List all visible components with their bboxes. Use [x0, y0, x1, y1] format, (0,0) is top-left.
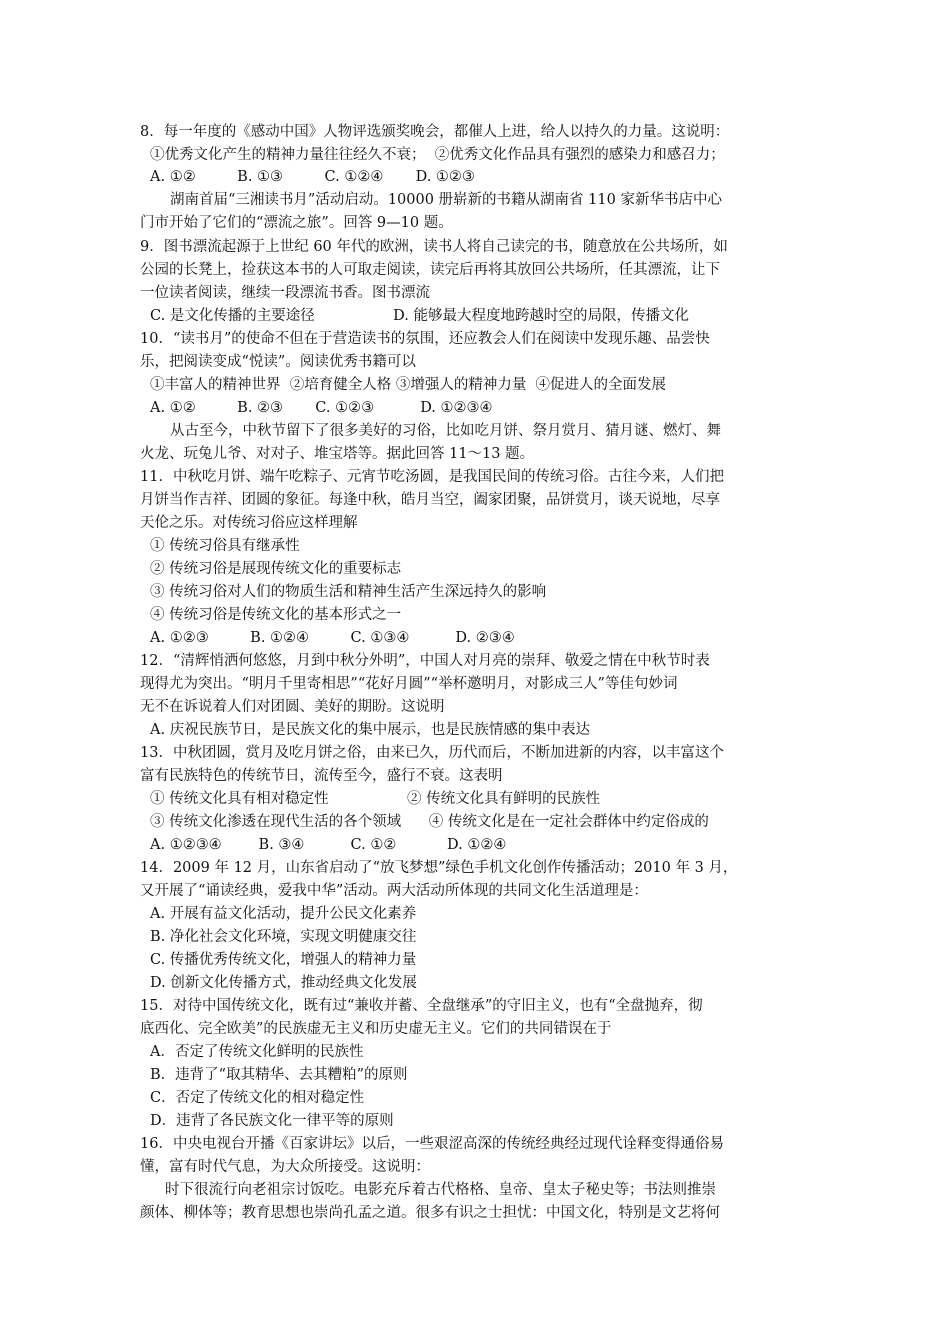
question-14-stem: 又开展了“诵读经典，爱我中华”活动。两大活动所体现的共同文化生活道理是：: [140, 883, 648, 899]
material-paragraph: 时下很流行向老祖宗讨饭吃。电影充斥着古代格格、皇帝、皇太子秘史等；书法则推崇: [165, 1182, 716, 1198]
question-9-options: C. 是文化传播的主要途径 D. 能够最大程度地跨越时空的局限，传播文化: [150, 308, 689, 324]
question-15-option-d: D．违背了各民族文化一律平等的原则: [150, 1113, 394, 1129]
question-14-option-c: C. 传播优秀传统文化，增强人的精神力量: [150, 952, 417, 968]
question-16-stem: 懂，富有时代气息，为大众所接受。这说明：: [140, 1159, 430, 1175]
question-11-statement: ① 传统习俗具有继承性: [150, 538, 300, 554]
question-12-option: A. 庆祝民族节日，是民族文化的集中展示，也是民族情感的集中表达: [150, 722, 591, 738]
material-paragraph: 颜体、柳体等；教育思想也崇尚孔孟之道。很多有识之士担忧：中国文化，特别是文艺将何: [140, 1205, 720, 1221]
question-10-stem: 乐，把阅读变成“悦读”。阅读优秀书籍可以: [140, 354, 416, 370]
question-8-stem: 8．每一年度的《感动中国》人物评选颁奖晚会，都催人上进，给人以持久的力量。这说明：: [140, 124, 730, 140]
question-13-stem: 富有民族特色的传统节日，流传至今，盛行不衰。这表明: [140, 768, 503, 784]
question-12-stem: 12．“清辉悄洒何悠悠，月到中秋分外明”，中国人对月亮的崇拜、敬爱之情在中秋节时表: [140, 653, 710, 669]
question-11-stem: 天伦之乐。对传统习俗应这样理解: [140, 515, 358, 531]
question-15-stem: 15．对待中国传统文化，既有过“兼收并蓄、全盘继承”的守旧主义，也有“全盘抛弃，彻: [140, 998, 703, 1014]
question-13-statements: ① 传统文化具有相对稳定性 ② 传统文化具有鲜明的民族性: [150, 791, 601, 807]
question-15-option-a: A．否定了传统文化鲜明的民族性: [150, 1044, 364, 1060]
question-9-stem: 一位读者阅读，继续一段漂流书香。图书漂流: [140, 285, 430, 301]
question-15-option-b: B．违背了“取其精华、去其糟粕”的原则: [150, 1067, 408, 1083]
question-11-statement: ③ 传统习俗对人们的物质生活和精神生活产生深远持久的影响: [150, 584, 547, 600]
question-15-option-c: C．否定了传统文化的相对稳定性: [150, 1090, 365, 1106]
material-intro: 火龙、玩兔儿爷、对对子、堆宝塔等。据此回答 11～13 题。: [140, 446, 535, 462]
question-11-options: A. ①②③ B. ①②④ C. ①③④ D. ②③④: [150, 630, 515, 646]
question-11-statement: ④ 传统习俗是传统文化的基本形式之一: [150, 607, 402, 623]
question-12-stem: 无不在诉说着人们对团圆、美好的期盼。这说明: [140, 699, 445, 715]
question-11-statement: ② 传统习俗是展现传统文化的重要标志: [150, 561, 402, 577]
material-intro: 湖南首届“三湘读书月”活动启动。10000 册崭新的书籍从湖南省 110 家新华书店中心: [170, 192, 722, 208]
question-13-stem: 13．中秋团圆，赏月及吃月饼之俗，由来已久，历代而后，不断加进新的内容，以丰富这个: [140, 745, 724, 761]
question-16-stem: 16．中央电视台开播《百家讲坛》以后，一些艰涩高深的传统经典经过现代诠释变得通俗易: [140, 1136, 724, 1152]
question-10-stem: 10．“读书月”的使命不但在于营造读书的氛围，还应教会人们在阅读中发现乐趣、品尝快: [140, 331, 710, 347]
question-14-stem: 14．2009 年 12 月，山东省启动了“放飞梦想”绿色手机文化创作传播活动；2010 年 3 月，: [140, 860, 738, 876]
question-11-stem: 11．中秋吃月饼、端午吃粽子、元宵节吃汤圆，是我国民间的传统习俗。古往今来，人们把: [140, 469, 724, 485]
question-14-option-a: A. 开展有益文化活动，提升公民文化素养: [150, 906, 417, 922]
question-11-stem: 月饼当作吉祥、团圆的象征。每逢中秋，皓月当空，阖家团聚，品饼赏月，谈天说地，尽享: [140, 492, 720, 508]
question-9-stem: 公园的长凳上，捡获这本书的人可取走阅读，读完后再将其放回公共场所，任其漂流，让下: [140, 262, 720, 278]
question-14-option-b: B. 净化社会文化环境，实现文明健康交往: [150, 929, 417, 945]
material-intro: 门市开始了它们的“漂流之旅”。回答 9—10 题。: [140, 215, 453, 231]
question-9-stem: 9．图书漂流起源于上世纪 60 年代的欧洲，读书人将自己读完的书，随意放在公共场所，如: [140, 239, 728, 255]
question-8-options: A. ①② B. ①③ C. ①②④ D. ①②③: [150, 169, 475, 185]
question-14-option-d: D. 创新文化传播方式，推动经典文化发展: [150, 975, 417, 991]
question-10-options: A. ①② B. ②③ C. ①②③ D. ①②③④: [150, 400, 493, 416]
question-15-stem: 底西化、完全欧美”的民族虚无主义和历史虚无主义。它们的共同错误在于: [140, 1021, 612, 1037]
question-12-stem: 现得尤为突出。“明月千里寄相思”“花好月圆”“举杯邀明月，对影成三人”等佳句妙词: [140, 676, 678, 692]
question-8-statements: ①优秀文化产生的精神力量往往经久不衰； ②优秀文化作品具有强烈的感染力和感召力；: [150, 147, 725, 163]
question-10-statements: ①丰富人的精神世界 ②培育健全人格 ③增强人的精神力量 ④促进人的全面发展: [150, 377, 667, 393]
question-13-options: A. ①②③④ B. ③④ C. ①② D. ①②④: [150, 837, 507, 853]
question-13-statements: ③ 传统文化渗透在现代生活的各个领域 ④ 传统文化是在一定社会群体中约定俗成的: [150, 814, 709, 830]
material-intro: 从古至今，中秋节留下了很多美好的习俗，比如吃月饼、祭月赏月、猜月谜、燃灯、舞: [170, 423, 721, 439]
